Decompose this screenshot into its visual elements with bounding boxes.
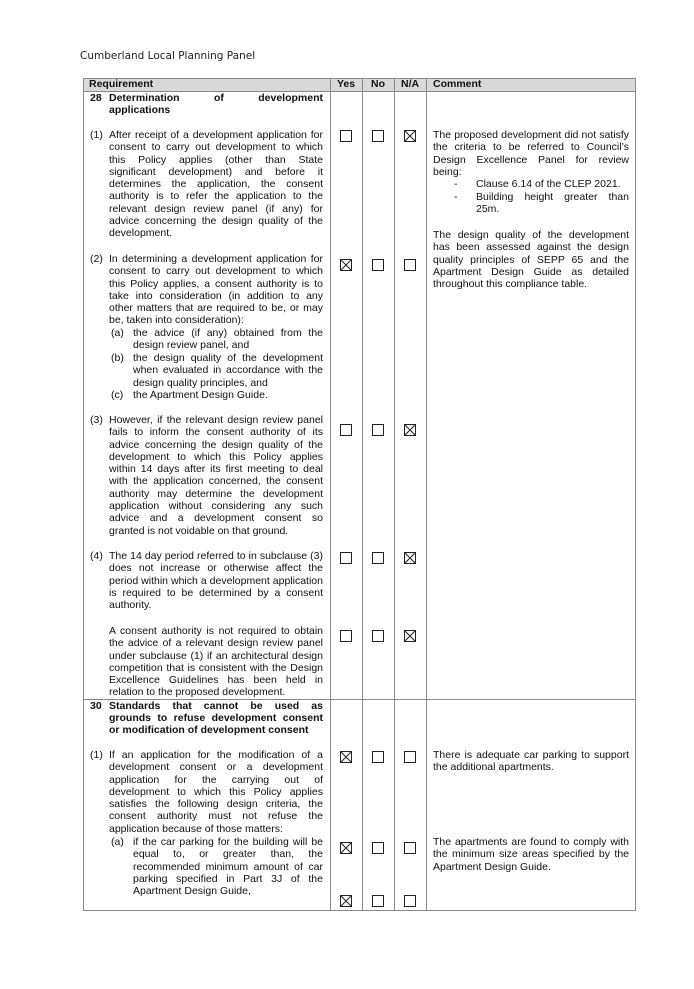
checkbox-yes[interactable] (340, 751, 352, 763)
subclause-text: the Apartment Design Guide. (133, 389, 268, 401)
comment-text: The proposed development did not satisfy the criteria to be referred to Council’s Design Excellence Panel for review being: (433, 129, 629, 178)
subclause-number: (a) (111, 836, 124, 848)
clause-text: A consent authority is not required to obtain the advice of a relevant design review panel under subclause (1) if an architectural design competition that is consistent with the Design Excellence Guidelines has been held in relation to the proposed development. (109, 625, 323, 699)
subclause-text: if the car parking for the building will be equal to, or greater than, the recommended minimum amount of car parking specified in Part 3J of the Apartment Design Guide, (133, 836, 323, 898)
header-no: No (371, 78, 385, 90)
table-header-row (83, 78, 635, 91)
col-border-no (362, 78, 363, 911)
section-number: 28 (90, 92, 102, 104)
checkbox-no[interactable] (372, 751, 384, 763)
checkbox-yes[interactable] (340, 552, 352, 564)
clause-text: However, if the relevant design review panel fails to inform the consent authority of its advice concerning the design quality of the development to which this Policy applies within 14 days after its first meeting to deal with the application concerned, the consent authority may determine the development application without considering any such advice and a development consent so granted is not voidable on that ground. (109, 414, 323, 537)
clause-number: (1) (90, 749, 103, 761)
checkbox-na[interactable] (404, 259, 416, 271)
comment-text: The design quality of the development has been assessed against the design quality principles of SEPP 65 and the Apartment Design Guide as detailed throughout this compliance table. (433, 229, 629, 291)
checkbox-no[interactable] (372, 259, 384, 271)
subclause-number: (b) (111, 352, 124, 364)
page-header: Cumberland Local Planning Panel (80, 50, 256, 62)
clause-text: If an application for the modification of a development consent or a development application for the carrying out of development to which this Policy applies satisfies the following design criteria, the consent authority must not refuse the application because of those matters: (109, 749, 323, 835)
checkbox-na[interactable] (404, 552, 416, 564)
checkbox-na[interactable] (404, 424, 416, 436)
header-na: N/A (401, 78, 420, 90)
clause-number: (2) (90, 253, 103, 265)
clause-number: (1) (90, 129, 103, 141)
checkbox-no[interactable] (372, 630, 384, 642)
comment-bullet: Building height greater than 25m. (476, 191, 629, 216)
clause-text: In determining a development application for consent to carry out development to which this Policy applies, a consent authority is to take into consideration (in addition to any other matters that are required to be, or may be, taken into consideration): (109, 253, 323, 327)
header-yes: Yes (337, 78, 356, 90)
checkbox-yes[interactable] (340, 424, 352, 436)
header-requirement: Requirement (89, 78, 154, 90)
comment-bullet: Clause 6.14 of the CLEP 2021. (476, 178, 621, 190)
section-title: Determination of development (109, 92, 323, 104)
section-title: Standards that cannot be used as (109, 700, 323, 712)
clause-text: The 14 day period referred to in subclause (3) does not increase or otherwise affect the period within which a development application is required to be determined by a consent authority. (109, 550, 323, 612)
section-title-cont: grounds to refuse development consent (109, 712, 323, 724)
subclause-text: the design quality of the development when evaluated in accordance with the design quality principles, and (133, 352, 323, 389)
table-top-border (83, 78, 636, 79)
checkbox-no[interactable] (372, 552, 384, 564)
clause-number: (3) (90, 414, 103, 426)
comment-text: There is adequate car parking to support the additional apartments. (433, 749, 629, 774)
section-title-cont: applications (109, 104, 171, 116)
clause-text: After receipt of a development application for consent to carry out development to which this Policy applies (other than State significant development) and before it determines the application, the consent authority is to refer the application to the relevant design review panel (if any) for advice concerning the design quality of the development. (109, 129, 323, 240)
checkbox-yes[interactable] (340, 630, 352, 642)
checkbox-yes[interactable] (340, 842, 352, 854)
checkbox-yes[interactable] (340, 895, 352, 907)
subclause-text: the advice (if any) obtained from the design review panel, and (133, 327, 323, 352)
checkbox-yes[interactable] (340, 259, 352, 271)
checkbox-no[interactable] (372, 424, 384, 436)
checkbox-na[interactable] (404, 842, 416, 854)
checkbox-no[interactable] (372, 842, 384, 854)
checkbox-na[interactable] (404, 630, 416, 642)
subclause-number: (a) (111, 327, 124, 339)
col-border-left (83, 78, 84, 911)
col-border-na (394, 78, 395, 911)
bullet-dash: - (454, 178, 458, 190)
subclause-number: (c) (111, 389, 124, 401)
table-bottom-border (83, 910, 636, 911)
checkbox-na[interactable] (404, 751, 416, 763)
section-number: 30 (90, 700, 102, 712)
checkbox-no[interactable] (372, 895, 384, 907)
clause-number: (4) (90, 550, 103, 562)
col-border-right (635, 78, 636, 911)
col-border-comment (426, 78, 427, 911)
section-title-cont: or modification of development consent (109, 724, 309, 736)
checkbox-no[interactable] (372, 130, 384, 142)
checkbox-yes[interactable] (340, 130, 352, 142)
checkbox-na[interactable] (404, 895, 416, 907)
checkbox-na[interactable] (404, 130, 416, 142)
header-comment: Comment (433, 78, 482, 90)
comment-text: The apartments are found to comply with the minimum size areas specified by the Apartment Design Guide. (433, 836, 629, 873)
bullet-dash: - (454, 191, 458, 203)
col-border-yes (330, 78, 331, 911)
